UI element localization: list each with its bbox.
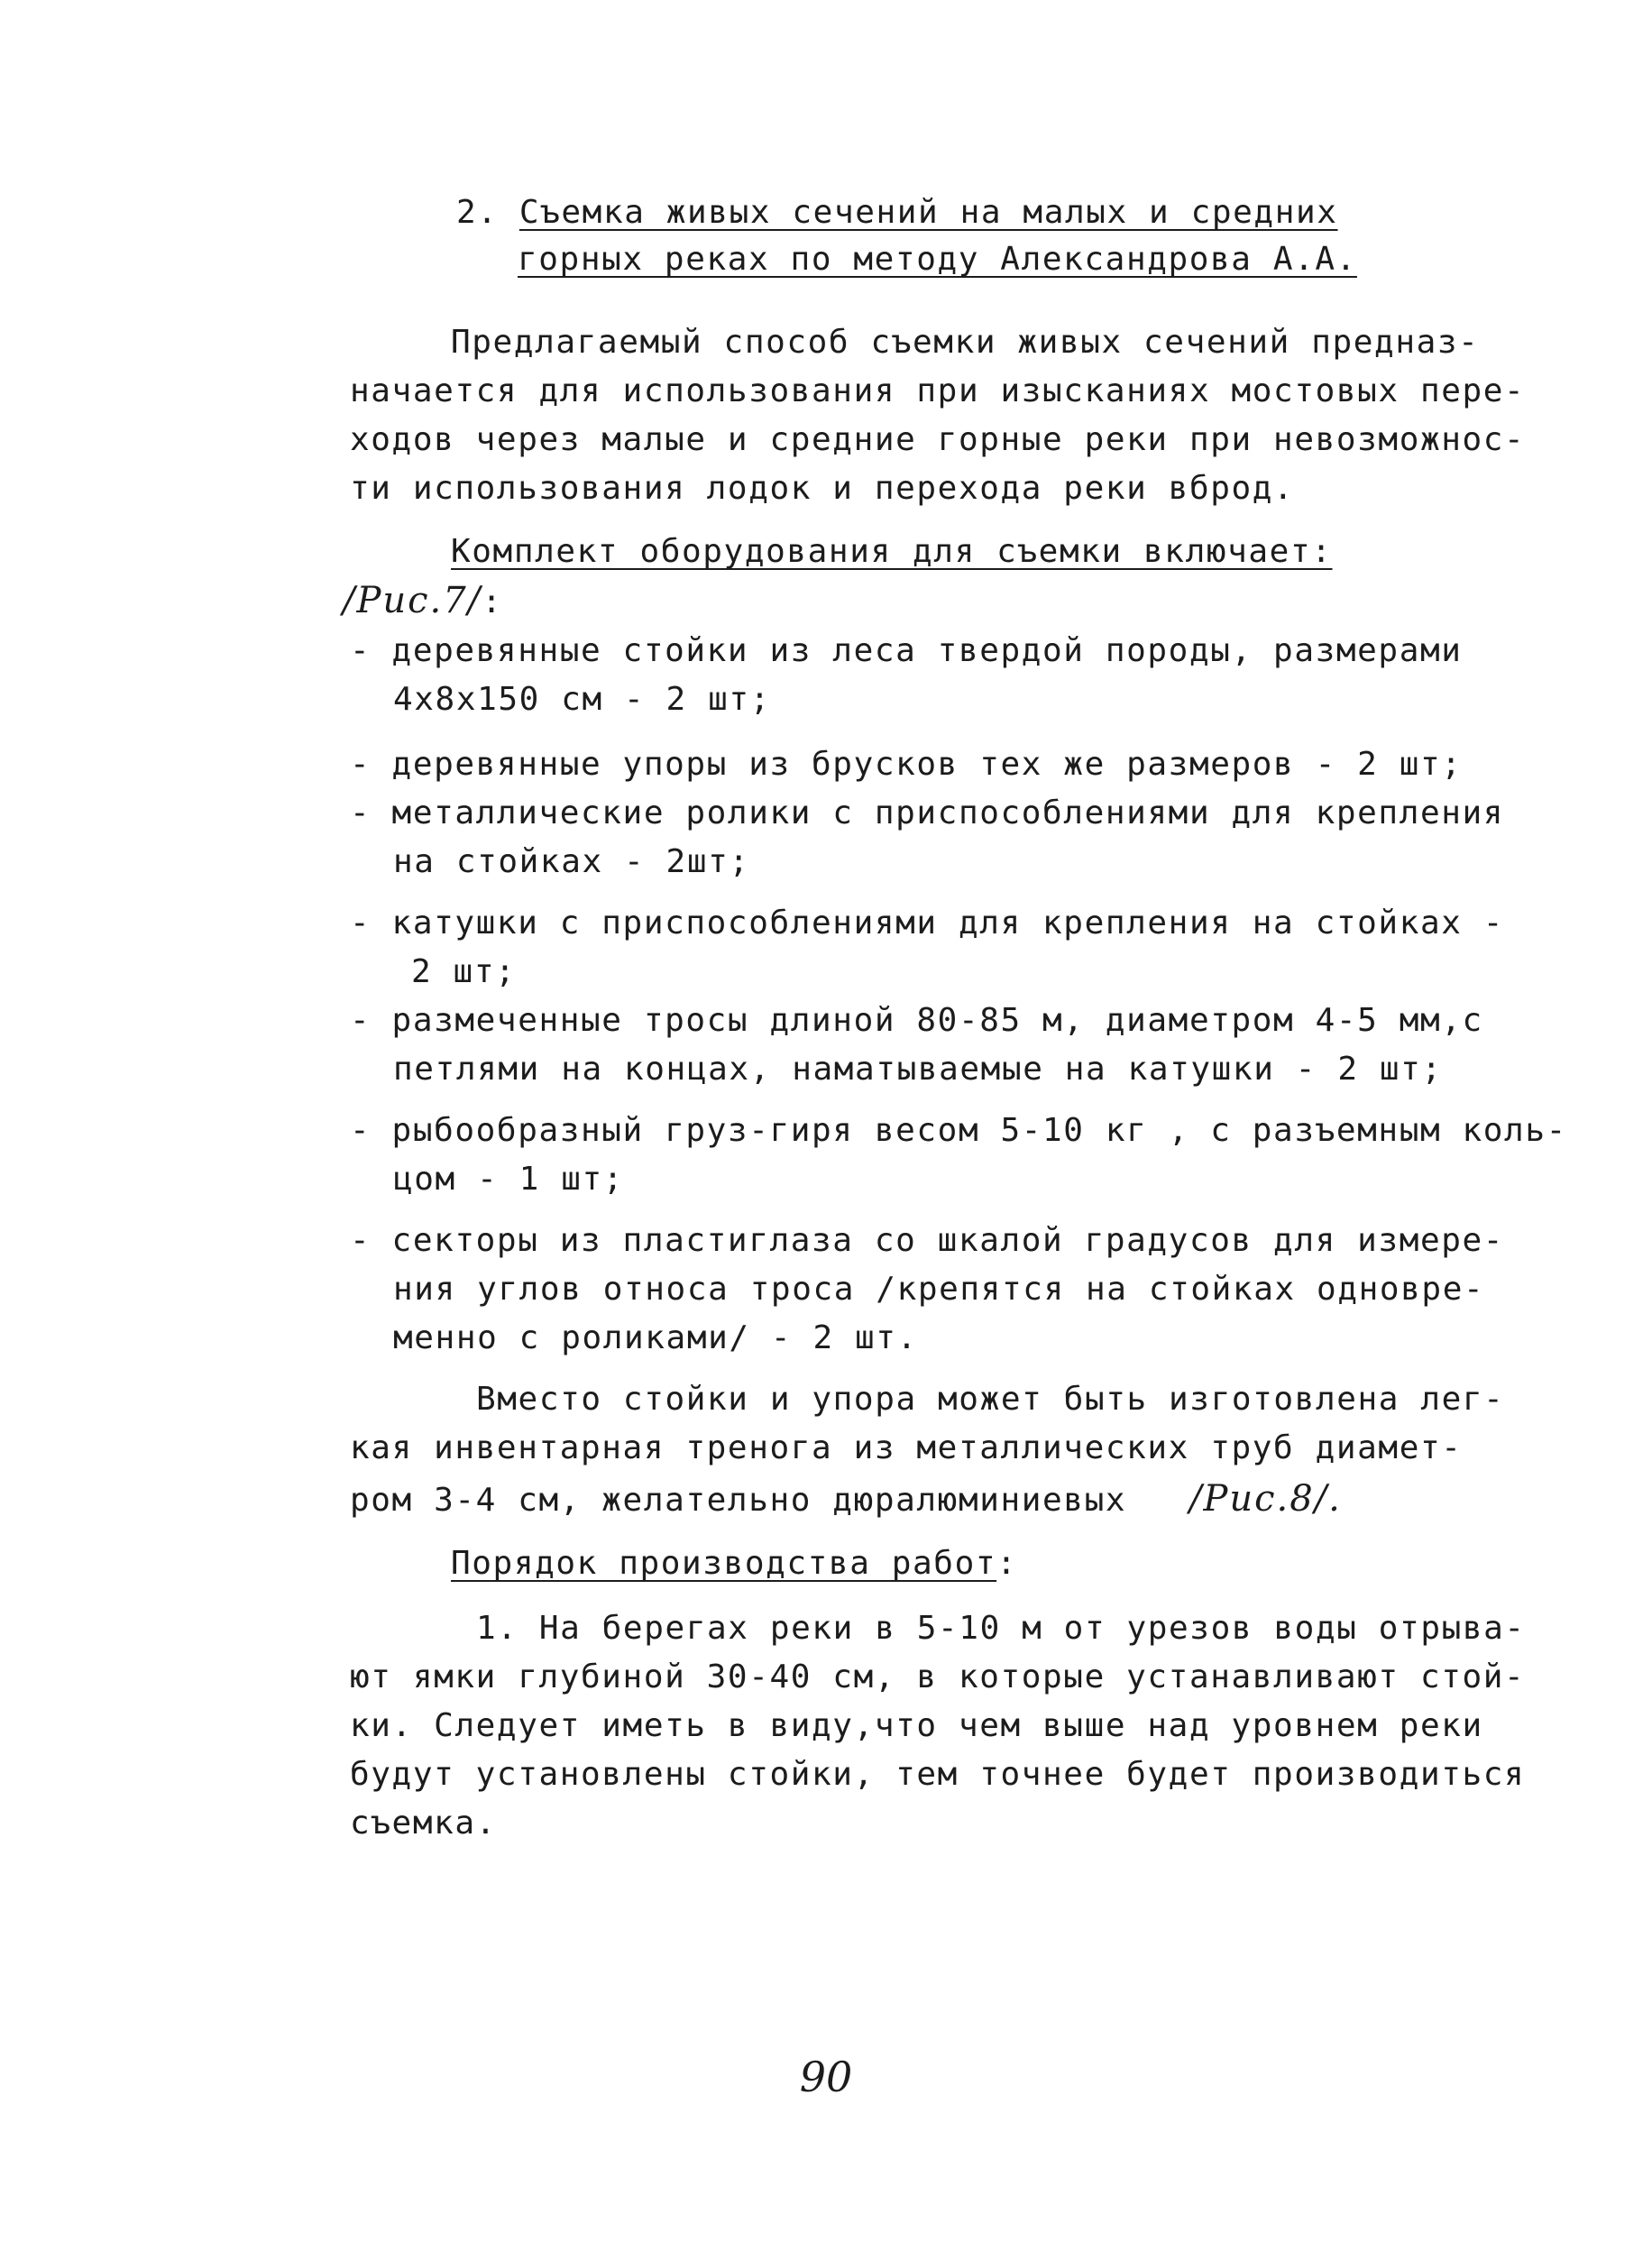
procedure-line: будут установлены стойки, тем точнее будет производиться [350, 1756, 1526, 1793]
procedure-header: Порядок производства работ [451, 1545, 997, 1582]
alternative-line: кая инвентарная тренога из металлических труб диамет- [350, 1429, 1463, 1466]
procedure-line: 1. На берегах реки в 5-10 м от урезов воды отрыва- [476, 1610, 1526, 1647]
procedure-header-line [451, 1544, 1017, 1584]
section-number: 2. [456, 194, 499, 231]
list-item-line: - металлические ролики с приспособлениями для крепления [350, 795, 1505, 831]
section-title-part-2: горных реках по методу Александрова А.А. [518, 241, 1357, 278]
list-item-line: ния углов относа троса /крепятся на стойках одновре- [393, 1271, 1485, 1308]
figure-ref-colon: : [482, 583, 503, 620]
list-item-line: цом - 1 шт; [393, 1161, 625, 1198]
list-item-line: - секторы из пластиглаза со шкалой градусов для измере- [350, 1222, 1505, 1259]
intro-line: ти использования лодок и перехода реки вброд. [350, 470, 1295, 507]
list-item-line: - деревянные стойки из леса твердой породы, размерами [350, 632, 1463, 669]
figure-reference-7 [343, 581, 502, 622]
intro-line: Предлагаемый способ съемки живых сечений предназ- [451, 324, 1480, 361]
page-number: 90 [799, 2053, 853, 2101]
procedure-line: ют ямки глубиной 30-40 см, в которые устанавливают стой- [350, 1658, 1526, 1695]
list-item-line: 2 шт; [411, 953, 517, 990]
figure-ref-handwritten: /Рис.7/ [343, 580, 482, 621]
list-item-line: - размеченные тросы длиной 80-85 м, диаметром 4-5 мм,с [350, 1002, 1483, 1039]
list-item-line: петлями на концах, наматываемые на катушки - 2 шт; [393, 1051, 1443, 1088]
alternative-text: ром 3-4 см, желательно дюралюминиевых [350, 1482, 1127, 1519]
alternative-line [350, 1479, 1342, 1521]
procedure-line: съемка. [350, 1805, 497, 1842]
list-item-line: - катушки с приспособлениями для крепления на стойках - [350, 905, 1505, 942]
list-item-line: менно с роликами/ - 2 шт. [393, 1319, 918, 1356]
alternative-line: Вместо стойки и упора может быть изготовлена лег- [476, 1381, 1505, 1418]
section-title-part-1: Съемка живых сечений на малых и средних [519, 194, 1338, 231]
list-item-line: - рыбообразный груз-гиря весом 5-10 кг , с разъемным коль- [350, 1112, 1567, 1149]
figure-reference-8: /Рис.8/. [1189, 1478, 1342, 1520]
list-item-line: на стойках - 2шт; [393, 843, 750, 880]
list-item-line: - деревянные упоры из брусков тех же размеров - 2 шт; [350, 746, 1463, 783]
procedure-header-colon: : [996, 1545, 1018, 1582]
intro-line: начается для использования при изысканиях мостовых пере- [350, 372, 1526, 409]
equipment-header: Комплект оборудования для съемки включает: [451, 533, 1333, 570]
list-item-line: 4х8х150 см - 2 шт; [393, 681, 771, 718]
intro-line: ходов через малые и средние горные реки при невозможнос- [350, 421, 1526, 458]
procedure-line: ки. Следует иметь в виду,что чем выше над уровнем реки [350, 1707, 1483, 1744]
section-heading-line-1 [456, 193, 1338, 233]
